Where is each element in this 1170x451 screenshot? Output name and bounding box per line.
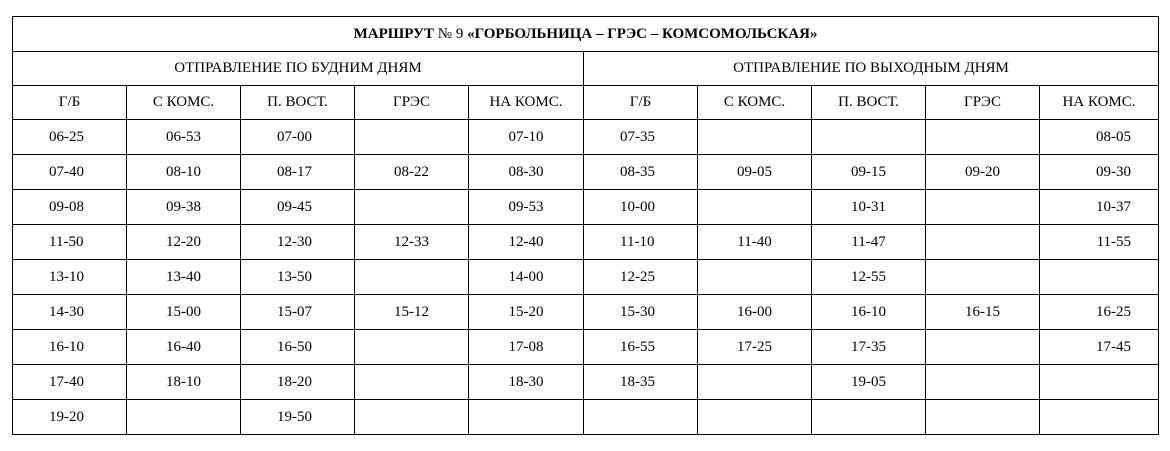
- weekend-time-cell: 07-35: [584, 120, 698, 155]
- weekday-time-cell: 12-30: [241, 225, 355, 260]
- column-header: НА КОМС.: [469, 86, 584, 120]
- weekday-time-cell: 14-00: [469, 260, 584, 295]
- weekend-time-cell: 10-37: [1040, 190, 1159, 225]
- weekend-time-cell: 16-25: [1040, 295, 1159, 330]
- weekend-time-cell: 16-15: [926, 295, 1040, 330]
- weekday-time-cell: 16-50: [241, 330, 355, 365]
- weekday-time-cell: [355, 400, 469, 435]
- weekday-time-cell: 14-30: [13, 295, 127, 330]
- weekday-time-cell: 16-40: [127, 330, 241, 365]
- schedule-container: [12, 16, 1158, 435]
- weekday-time-cell: 13-10: [13, 260, 127, 295]
- weekday-time-cell: [469, 400, 584, 435]
- weekend-time-cell: 11-55: [1040, 225, 1159, 260]
- weekend-time-cell: [1040, 400, 1159, 435]
- weekday-time-cell: 06-25: [13, 120, 127, 155]
- weekend-time-cell: [1040, 365, 1159, 400]
- route-number: № 9: [437, 25, 464, 42]
- weekday-time-cell: 12-40: [469, 225, 584, 260]
- weekday-time-cell: 17-40: [13, 365, 127, 400]
- weekday-time-cell: 09-53: [469, 190, 584, 225]
- weekend-time-cell: [926, 120, 1040, 155]
- route-name: «ГОРБОЛЬНИЦА – ГРЭС – КОМСОМОЛЬСКАЯ»: [467, 25, 818, 42]
- weekend-time-cell: [926, 365, 1040, 400]
- weekday-time-cell: 17-08: [469, 330, 584, 365]
- weekday-time-cell: [127, 400, 241, 435]
- weekend-time-cell: [584, 400, 698, 435]
- weekend-time-cell: [926, 400, 1040, 435]
- weekend-time-cell: [926, 190, 1040, 225]
- table-row: [13, 155, 1159, 190]
- weekday-time-cell: [355, 190, 469, 225]
- weekend-time-cell: 09-30: [1040, 155, 1159, 190]
- weekday-time-cell: 15-20: [469, 295, 584, 330]
- weekend-time-cell: [812, 120, 926, 155]
- weekday-time-cell: 13-50: [241, 260, 355, 295]
- weekend-time-cell: 08-35: [584, 155, 698, 190]
- weekday-time-cell: 16-10: [13, 330, 127, 365]
- column-header: П. ВОСТ.: [812, 86, 926, 120]
- column-header-row: [13, 86, 1159, 120]
- column-header: ГРЭС: [355, 86, 469, 120]
- weekend-time-cell: 17-45: [1040, 330, 1159, 365]
- weekend-time-cell: 12-55: [812, 260, 926, 295]
- weekend-time-cell: [698, 365, 812, 400]
- weekend-time-cell: 11-40: [698, 225, 812, 260]
- weekend-time-cell: 18-35: [584, 365, 698, 400]
- weekday-time-cell: 11-50: [13, 225, 127, 260]
- weekend-time-cell: 16-10: [812, 295, 926, 330]
- table-row: [13, 120, 1159, 155]
- schedule-table: [12, 16, 1159, 435]
- weekday-time-cell: 06-53: [127, 120, 241, 155]
- weekday-time-cell: 15-00: [127, 295, 241, 330]
- title-row: [13, 17, 1159, 52]
- weekday-time-cell: 07-00: [241, 120, 355, 155]
- weekday-time-cell: 07-40: [13, 155, 127, 190]
- table-row: [13, 190, 1159, 225]
- weekday-time-cell: 15-07: [241, 295, 355, 330]
- weekend-time-cell: 11-47: [812, 225, 926, 260]
- group-header-row: [13, 52, 1159, 86]
- weekday-time-cell: 12-33: [355, 225, 469, 260]
- weekday-time-cell: 18-10: [127, 365, 241, 400]
- weekend-time-cell: [698, 260, 812, 295]
- table-row: [13, 400, 1159, 435]
- weekday-time-cell: 09-38: [127, 190, 241, 225]
- column-header: С КОМС.: [127, 86, 241, 120]
- weekday-time-cell: 15-12: [355, 295, 469, 330]
- column-header: НА КОМС.: [1040, 86, 1159, 120]
- weekday-time-cell: [355, 365, 469, 400]
- weekday-time-cell: 09-08: [13, 190, 127, 225]
- weekend-time-cell: 17-35: [812, 330, 926, 365]
- table-title: [13, 17, 1159, 52]
- weekday-group-header: ОТПРАВЛЕНИЕ ПО БУДНИМ ДНЯМ: [13, 52, 584, 86]
- weekday-time-cell: 19-20: [13, 400, 127, 435]
- weekend-time-cell: 10-31: [812, 190, 926, 225]
- weekend-time-cell: 16-55: [584, 330, 698, 365]
- weekend-time-cell: [926, 225, 1040, 260]
- weekend-time-cell: 09-15: [812, 155, 926, 190]
- weekend-time-cell: [1040, 260, 1159, 295]
- weekday-time-cell: [355, 120, 469, 155]
- weekend-time-cell: 10-00: [584, 190, 698, 225]
- weekend-time-cell: [698, 400, 812, 435]
- schedule-body: [13, 120, 1159, 435]
- weekend-time-cell: [926, 330, 1040, 365]
- weekend-time-cell: 15-30: [584, 295, 698, 330]
- weekday-time-cell: 18-30: [469, 365, 584, 400]
- column-header: Г/Б: [584, 86, 698, 120]
- weekend-time-cell: [698, 190, 812, 225]
- weekday-time-cell: 12-20: [127, 225, 241, 260]
- table-row: [13, 260, 1159, 295]
- table-row: [13, 330, 1159, 365]
- weekend-time-cell: 19-05: [812, 365, 926, 400]
- weekday-time-cell: [355, 260, 469, 295]
- weekend-time-cell: [926, 260, 1040, 295]
- column-header: С КОМС.: [698, 86, 812, 120]
- weekday-time-cell: 08-22: [355, 155, 469, 190]
- weekend-time-cell: [698, 120, 812, 155]
- weekday-time-cell: 08-30: [469, 155, 584, 190]
- weekday-time-cell: 18-20: [241, 365, 355, 400]
- weekend-time-cell: 11-10: [584, 225, 698, 260]
- weekend-time-cell: 12-25: [584, 260, 698, 295]
- weekday-time-cell: 09-45: [241, 190, 355, 225]
- weekend-time-cell: 17-25: [698, 330, 812, 365]
- column-header: ГРЭС: [926, 86, 1040, 120]
- table-row: [13, 365, 1159, 400]
- table-row: [13, 225, 1159, 260]
- weekend-time-cell: 16-00: [698, 295, 812, 330]
- weekend-time-cell: 09-05: [698, 155, 812, 190]
- weekend-time-cell: [812, 400, 926, 435]
- weekday-time-cell: [355, 330, 469, 365]
- title-prefix: МАРШРУТ: [353, 25, 435, 42]
- table-row: [13, 295, 1159, 330]
- column-header: Г/Б: [13, 86, 127, 120]
- column-header: П. ВОСТ.: [241, 86, 355, 120]
- weekend-time-cell: 09-20: [926, 155, 1040, 190]
- weekday-time-cell: 08-10: [127, 155, 241, 190]
- weekday-time-cell: 19-50: [241, 400, 355, 435]
- weekday-time-cell: 13-40: [127, 260, 241, 295]
- weekend-time-cell: 08-05: [1040, 120, 1159, 155]
- weekday-time-cell: 08-17: [241, 155, 355, 190]
- weekday-time-cell: 07-10: [469, 120, 584, 155]
- weekend-group-header: ОТПРАВЛЕНИЕ ПО ВЫХОДНЫМ ДНЯМ: [584, 52, 1159, 86]
